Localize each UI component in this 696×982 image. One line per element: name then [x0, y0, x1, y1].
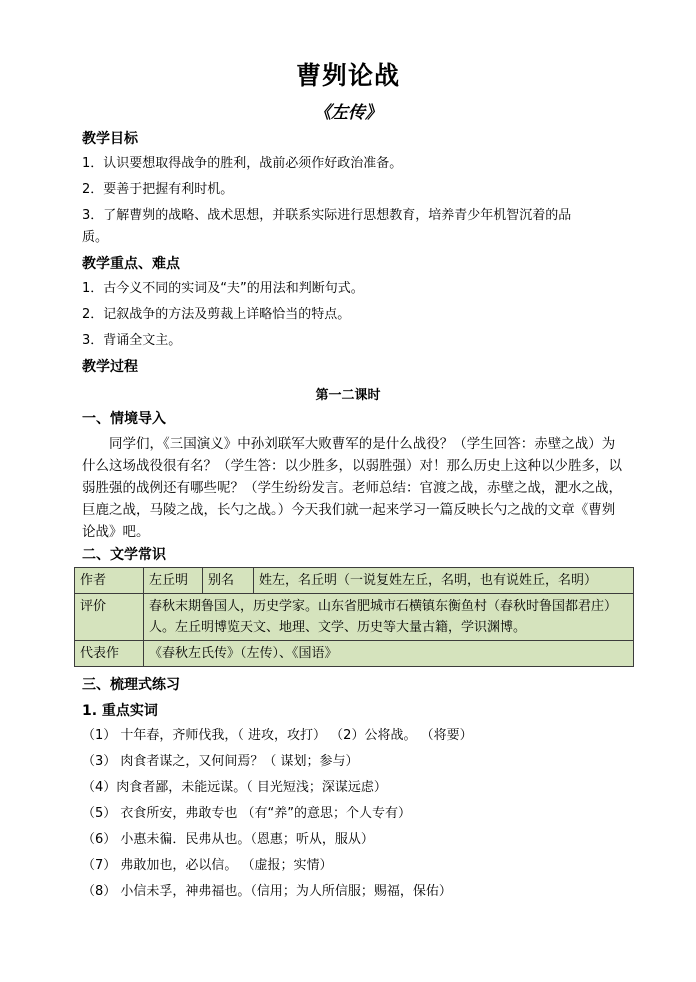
table-row	[75, 641, 634, 667]
works-label: 代表作	[75, 641, 144, 667]
goal-item: 2．要善于把握有利时机。	[82, 182, 234, 197]
vocab-item: （3） 肉食者谋之，又何间焉？（ 谋划；参与）	[82, 754, 359, 769]
goals-heading: 教学目标	[82, 131, 138, 147]
section1-heading: 一、情境导入	[82, 411, 166, 427]
alias-label: 别名	[203, 568, 254, 594]
evaluation-text: 春秋末期鲁国人，历史学家。山东省肥城市石横镇东衡鱼村（春秋时鲁国都君庄）人。左丘明博览天文、地理、文学、历史等大量古籍，学识渊博。	[144, 594, 634, 641]
table-row	[75, 594, 634, 641]
evaluation-label: 评价	[75, 594, 144, 641]
author-name: 左丘明	[144, 568, 203, 594]
vocab-item: （6） 小惠未徧．民弗从也。（恩惠；听从，服从）	[82, 832, 374, 847]
lesson-label: 第一二课时	[315, 388, 381, 403]
vocab-item: （7） 弗敢加也，必以信。 （虚报；实情）	[82, 858, 333, 873]
goal-item: 1．认识要想取得战争的胜利，战前必须作好政治准备。	[82, 156, 403, 171]
section3-subheading: 1. 重点实词	[82, 703, 158, 719]
table-row	[75, 568, 634, 594]
vocab-item: （5） 衣食所安，弗敢专也 （有“养”的意思；个人专有）	[82, 806, 412, 821]
goal-item: 质。	[82, 230, 109, 245]
vocab-item: （1） 十年春，齐师伐我，（ 进攻，攻打） （2）公将战。 （将要）	[82, 728, 473, 743]
page-subtitle: 《左传》	[314, 103, 382, 123]
works-text: 《春秋左氏传》（左传）、《国语》	[144, 641, 634, 667]
goal-item: 3．了解曹刿的战略、战术思想，并联系实际进行思想教育，培养青少年机智沉着的品	[82, 208, 572, 223]
section3-heading: 三、梳理式练习	[82, 677, 180, 693]
process-heading: 教学过程	[82, 359, 138, 375]
keypoint-item: 3．背诵全文主。	[82, 333, 182, 348]
author-label: 作者	[75, 568, 144, 594]
alias-value: 姓左，名丘明（一说复姓左丘，名明，也有说姓丘，名明）	[254, 568, 634, 594]
keypoint-item: 2．记叙战争的方法及剪裁上详略恰当的特点。	[82, 307, 351, 322]
intro-paragraph: 同学们，《三国演义》中孙刘联军大败曹军的是什么战役？（学生回答：赤壁之战）为什么这场战役很有名？（学生答：以少胜多，以弱胜强）对！那么历史上这种以少胜多，以弱胜强的战例还有哪些呢？（学生纷纷发言。老师总结：官渡之战，赤壁之战，淝水之战，巨鹿之战，马陵之战，长勺之战。）今天我们就一起来学习一篇反映长勺之战的文章《曹刿论战》吧。	[82, 436, 622, 540]
vocab-item: （8） 小信未孚，神弗福也。（信用；为人所信服；赐福，保佑）	[82, 884, 452, 899]
section2-heading: 二、文学常识	[82, 547, 166, 563]
literature-table	[74, 567, 634, 667]
keypoint-item: 1．古今义不同的实词及“夫”的用法和判断句式。	[82, 281, 364, 296]
keypoints-heading: 教学重点、难点	[82, 256, 180, 272]
vocab-item: （4）肉食者鄙，未能远谋。（ 目光短浅；深谋远虑）	[82, 780, 387, 795]
page-title: 曹刿论战	[295, 61, 400, 90]
